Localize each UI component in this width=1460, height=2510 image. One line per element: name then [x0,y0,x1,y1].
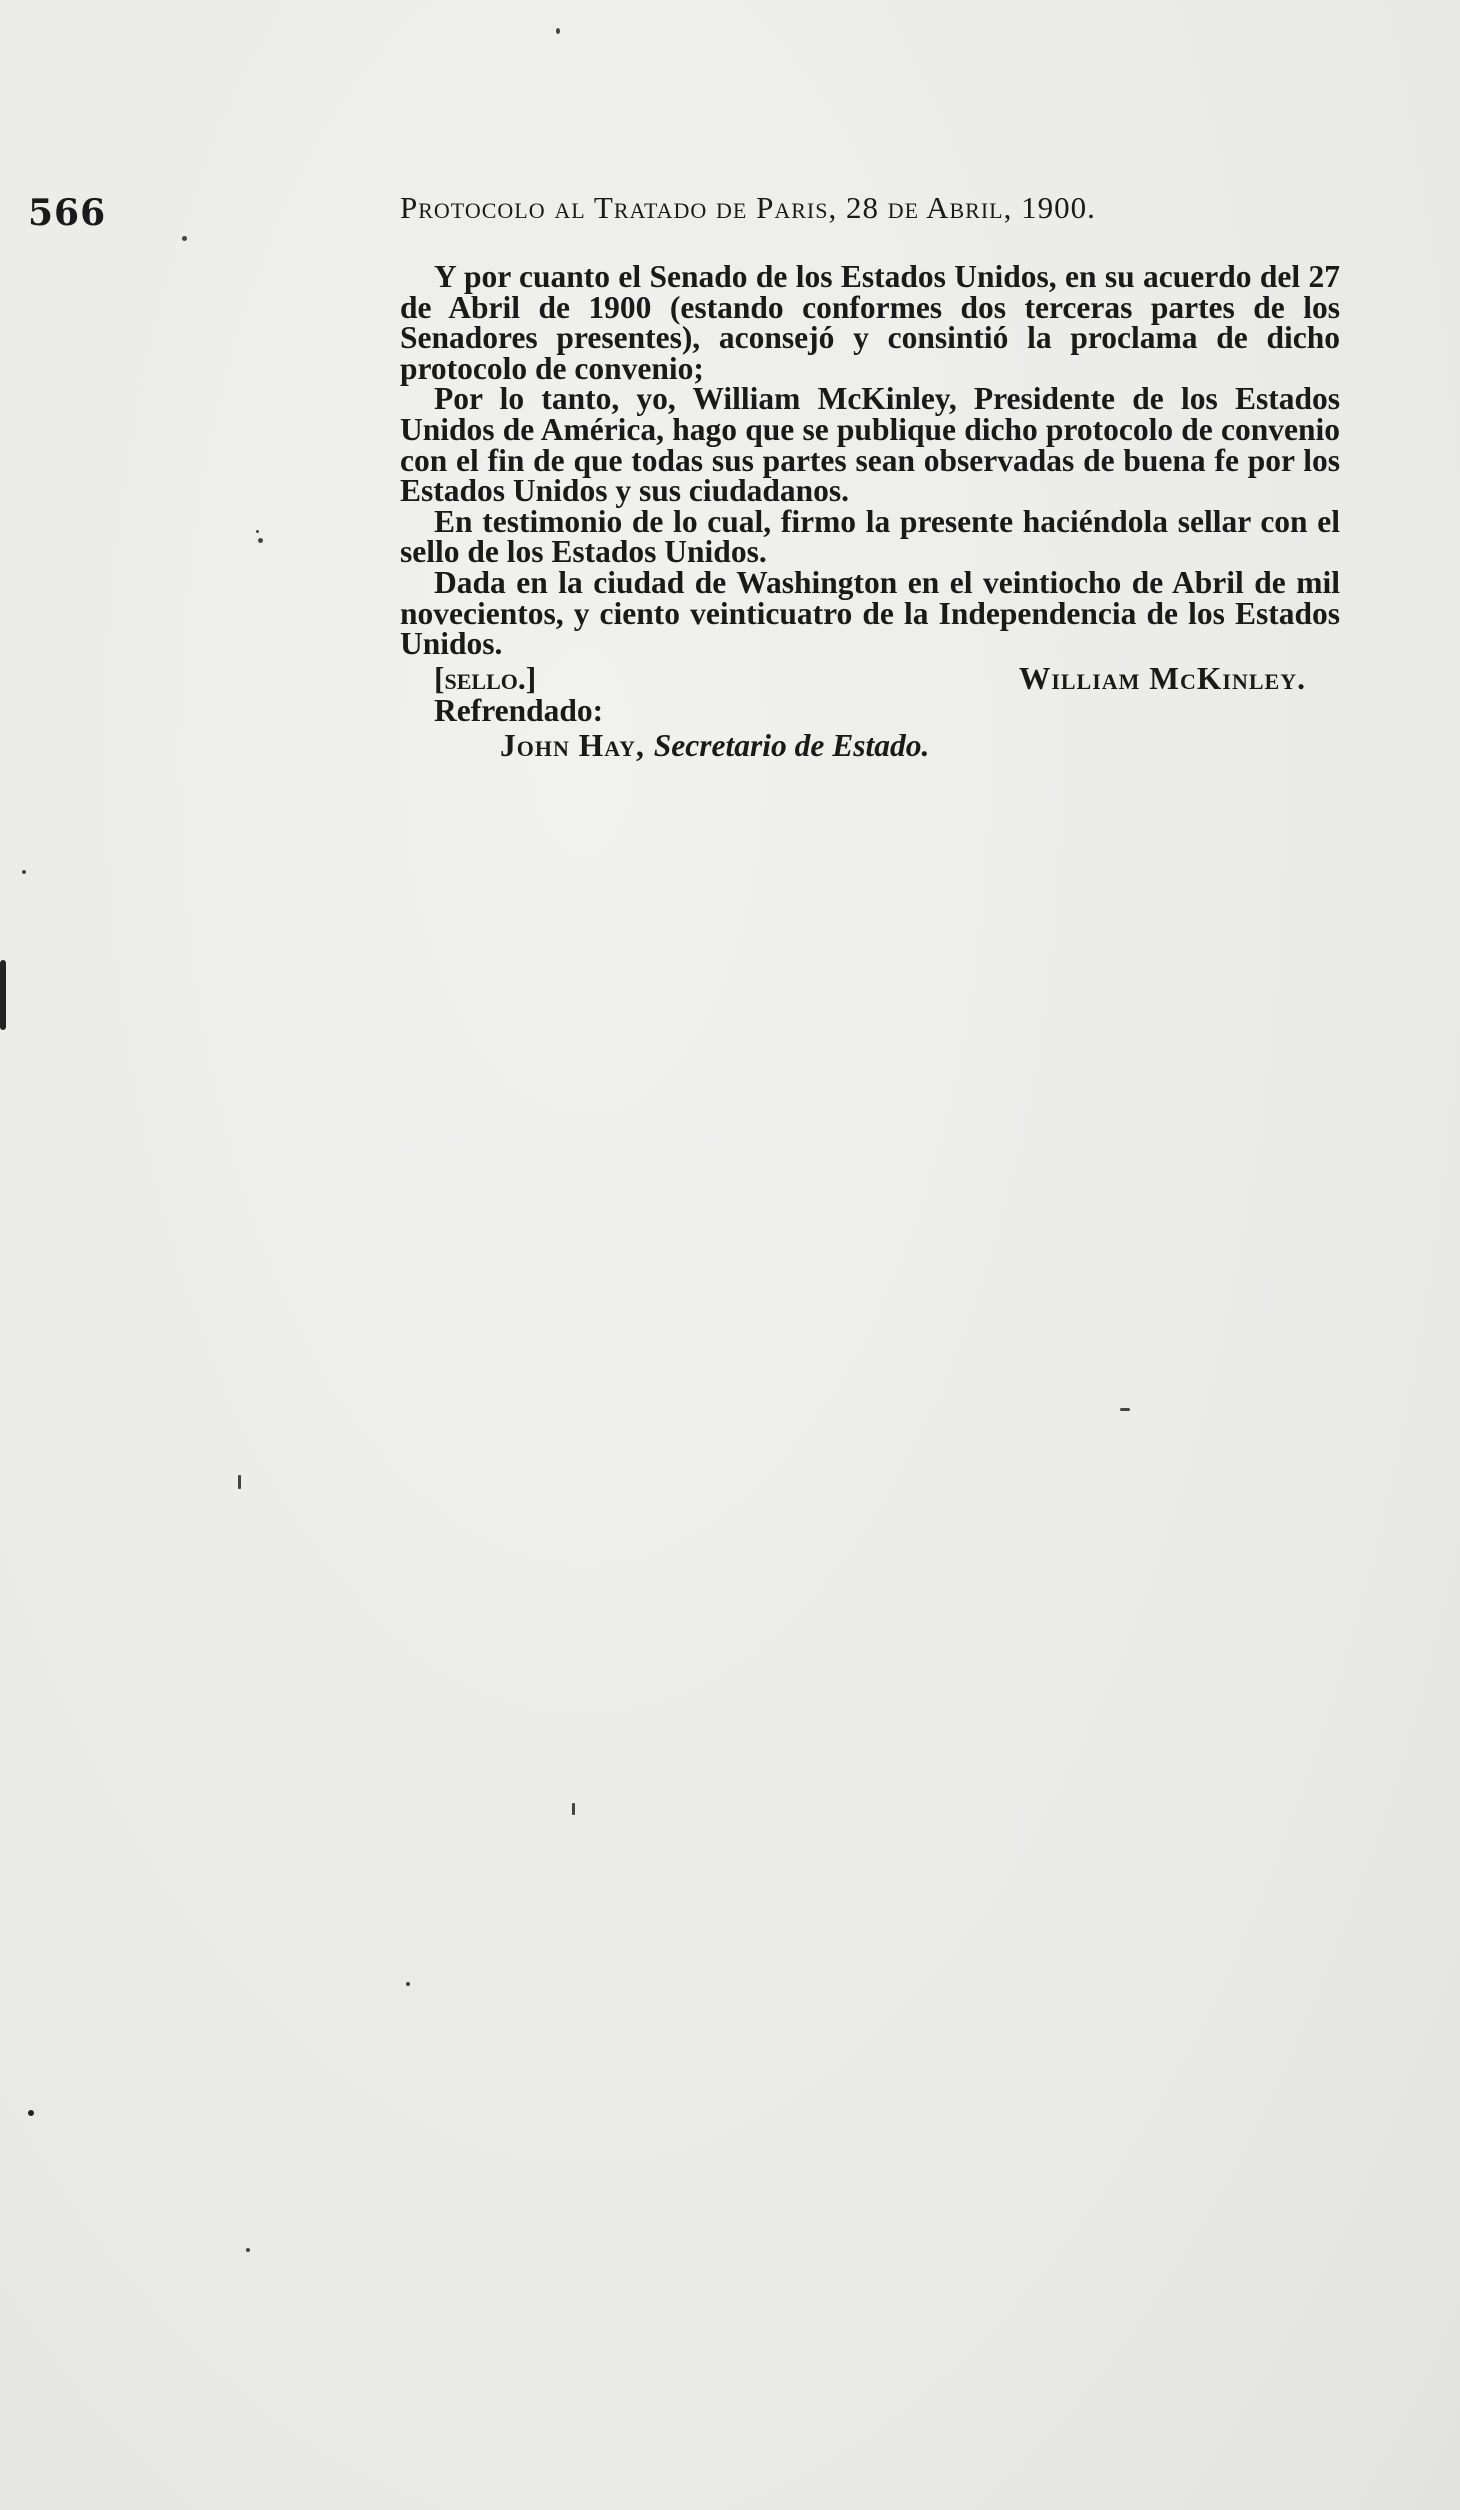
scan-speck [238,1475,241,1489]
scan-speck [256,530,259,533]
seal-mark: [sello.] [434,660,537,696]
scan-speck [0,960,6,1030]
countersigner [400,727,1340,763]
scan-speck [22,870,26,874]
countersigner-name: John Hay, [500,727,645,763]
scan-speck [28,2110,34,2116]
scan-speck [182,236,187,241]
signer-name: William McKinley. [1018,660,1306,696]
scan-speck [556,28,560,34]
page-number: 566 [28,192,107,234]
running-title: Protocolo al Tratado de Paris, 28 de Abril, 1900. [400,190,1096,225]
signature-row [400,660,1340,696]
countersigner-title: Secretario de Estado. [653,727,930,763]
scan-speck [258,538,263,543]
scan-speck [572,1803,575,1815]
paragraph-whereas: Y por cuanto el Senado de los Estados Unidos, en su acuerdo del 27 de Abril de 1900 (estando conformes dos terceras partes de los Senadores presentes), aconsejó y consintió la proclama de dicho protocolo de convenio; [400,259,1340,386]
scan-speck [406,1982,410,1986]
countersign-label: Refrendado: [434,693,604,729]
paragraph-testimony: En testimonio de lo cual, firmo la presente haciéndola sellar con el sello de los Estados Unidos. [400,503,1340,570]
scan-speck [1120,1408,1130,1411]
scan-speck [246,2248,250,2252]
paragraph-proclamation: Por lo tanto, yo, William McKinley, Presidente de los Estados Unidos de América, hago que se publique dicho protocolo de convenio con el fin de que todas sus partes sean observadas de buena fe por los Estados Unidos y sus ciudadanos. [400,381,1340,509]
paragraph-dated: Dada en la ciudad de Washington en el veintiocho de Abril de mil novecientos, y ciento veinticuatro de la Independencia de los Estados Unidos. [400,564,1340,662]
document-body [400,259,1340,763]
